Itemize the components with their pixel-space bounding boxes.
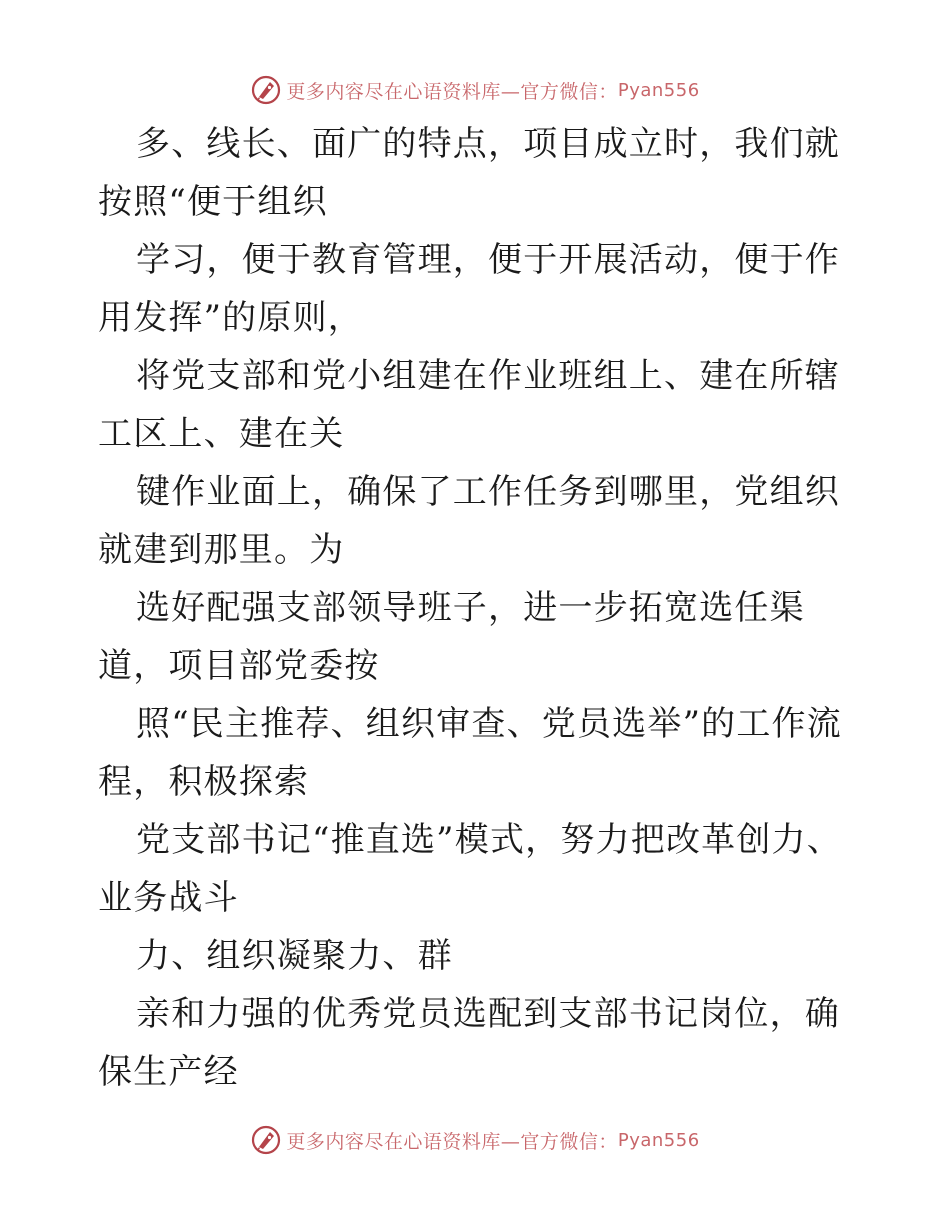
body-paragraph: 键作业面上，确保了工作任务到哪里，党组织就建到那里。为 [98,472,840,570]
document-body [98,115,858,1101]
body-paragraph: 多、线长、面广的特点，项目成立时，我们就按照“便于组织 [98,124,840,222]
watermark-wechat-label: 官方微信： [520,80,618,103]
pen-nib-seal-icon [250,1124,282,1156]
body-paragraph: 力、组织凝聚力、群 [136,936,453,976]
header-watermark [0,70,950,110]
body-paragraph: 学习，便于教育管理，便于开展活动，便于作用发挥”的原则， [98,240,840,338]
watermark-wechat-label: 官方微信： [520,1130,618,1153]
watermark-brand-text: 更多内容尽在心语资料库— [286,80,521,103]
body-paragraph: 党支部书记“推直选”模式，努力把改革创力、业务战斗 [98,820,842,918]
body-paragraph: 照“民主推荐、组织审查、党员选举”的工作流程，积极探索 [98,704,842,802]
body-paragraph: 将党支部和党小组建在作业班组上、建在所辖工区上、建在关 [98,356,840,454]
body-paragraph: 选好配强支部领导班子，进一步拓宽选任渠道，项目部党委按 [98,588,805,686]
watermark-wechat-id: Pyan556 [617,1129,700,1151]
watermark-brand-text: 更多内容尽在心语资料库— [286,1130,521,1153]
watermark-wechat-id: Pyan556 [617,79,700,101]
body-paragraph: 亲和力强的优秀党员选配到支部书记岗位，确保生产经 [98,994,840,1092]
footer-watermark [0,1120,950,1160]
pen-nib-seal-icon [250,74,282,106]
